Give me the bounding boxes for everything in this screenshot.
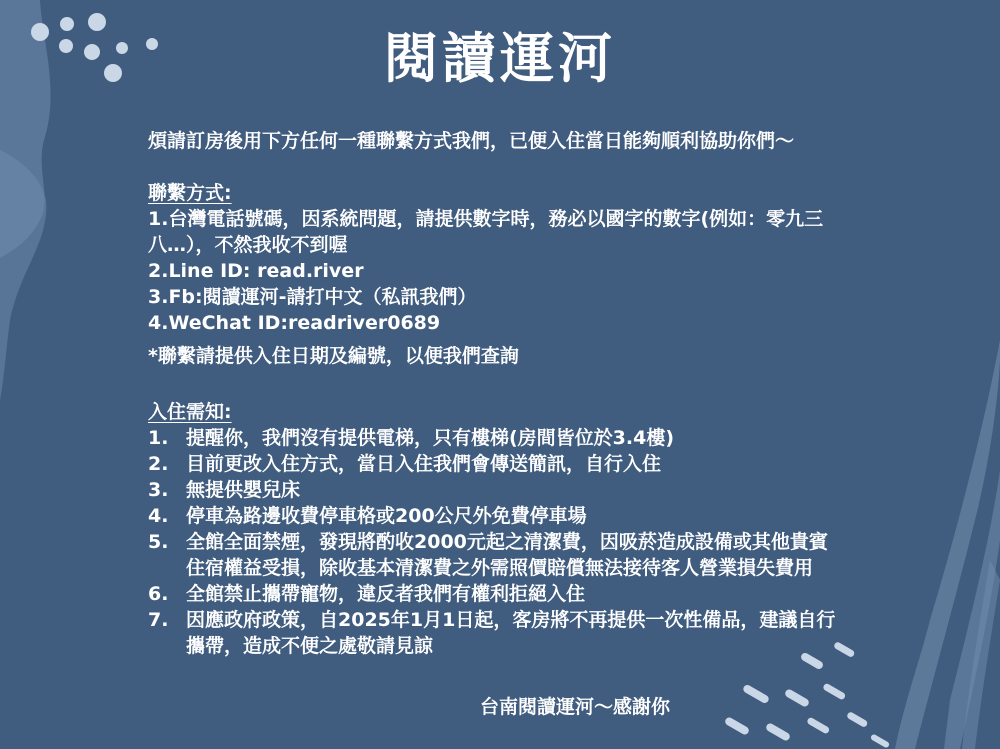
rule-line: 停車為路邊收費停車格或200公尺外免費停車場: [186, 505, 587, 527]
checkin-heading: 入住需知:: [148, 401, 232, 423]
contact-heading: 聯繫方式:: [148, 182, 232, 204]
contact-list: [148, 206, 948, 336]
contact-item: 3.Fb:閱讀運河-請打中文（私訊我們）: [148, 286, 477, 308]
contact-item: 1.台灣電話號碼，因系統問題，請提供數字時，務必以國字的數字(例如：零九三: [148, 208, 824, 230]
rule-item: [148, 477, 948, 503]
contact-note: *聯繫請提供入住日期及編號，以便我們查詢: [148, 345, 519, 367]
rule-text: [186, 425, 948, 451]
rule-line: 全館全面禁煙，發現將酌收2000元起之清潔費，因吸菸造成設備或其他貴賓: [186, 531, 828, 553]
rule-text: [186, 451, 948, 477]
rule-item: [148, 529, 948, 581]
rule-line: 提醒你，我們沒有提供電梯，只有樓梯(房間皆位於3.4樓): [186, 427, 675, 449]
rule-number: 3.: [148, 479, 169, 501]
intro-text: 煩請訂房後用下方任何一種聯繫方式我們，已便入住當日能夠順利協助你們～: [148, 130, 795, 152]
rule-line: 無提供嬰兒床: [186, 479, 301, 501]
rule-text: [186, 503, 948, 529]
rule-item: [148, 451, 948, 477]
rule-text: [186, 607, 948, 659]
rule-item: [148, 581, 948, 607]
contact-item: 2.Line ID: read.river: [148, 260, 364, 282]
rule-number: 5.: [148, 531, 169, 553]
checkin-rules-list: [148, 425, 948, 659]
rule-text: [186, 581, 948, 607]
rule-item: [148, 607, 948, 659]
rule-number: 2.: [148, 453, 169, 475]
page-title: 閱讀運河: [384, 27, 616, 90]
rule-line: 住宿權益受損，除收基本清潔費之外需照價賠償無法接待客人營業損失費用: [186, 557, 814, 579]
rule-line: 目前更改入住方式，當日入住我們會傳送簡訊，自行入住: [186, 453, 662, 475]
rule-number: 1.: [148, 427, 169, 449]
rule-text: [186, 529, 948, 581]
rule-number: 7.: [148, 609, 169, 631]
rule-line: 全館禁止攜帶寵物，違反者我們有權利拒絕入住: [186, 583, 586, 605]
contact-item: 4.WeChat ID:readriver0689: [148, 312, 441, 334]
rule-number: 6.: [148, 583, 169, 605]
rule-number: 4.: [148, 505, 169, 527]
rule-item: [148, 503, 948, 529]
signoff-text: 台南閱讀運河～感謝你: [480, 696, 671, 718]
rule-text: [186, 477, 948, 503]
contact-item: 八…），不然我收不到喔: [148, 234, 348, 256]
rule-line: 因應政府政策，自2025年1月1日起，客房將不再提供一次性備品，建議自行: [186, 609, 836, 631]
rule-item: [148, 425, 948, 451]
notice-body: [148, 128, 948, 659]
rule-line: 攜帶，造成不便之處敬請見諒: [186, 635, 434, 657]
